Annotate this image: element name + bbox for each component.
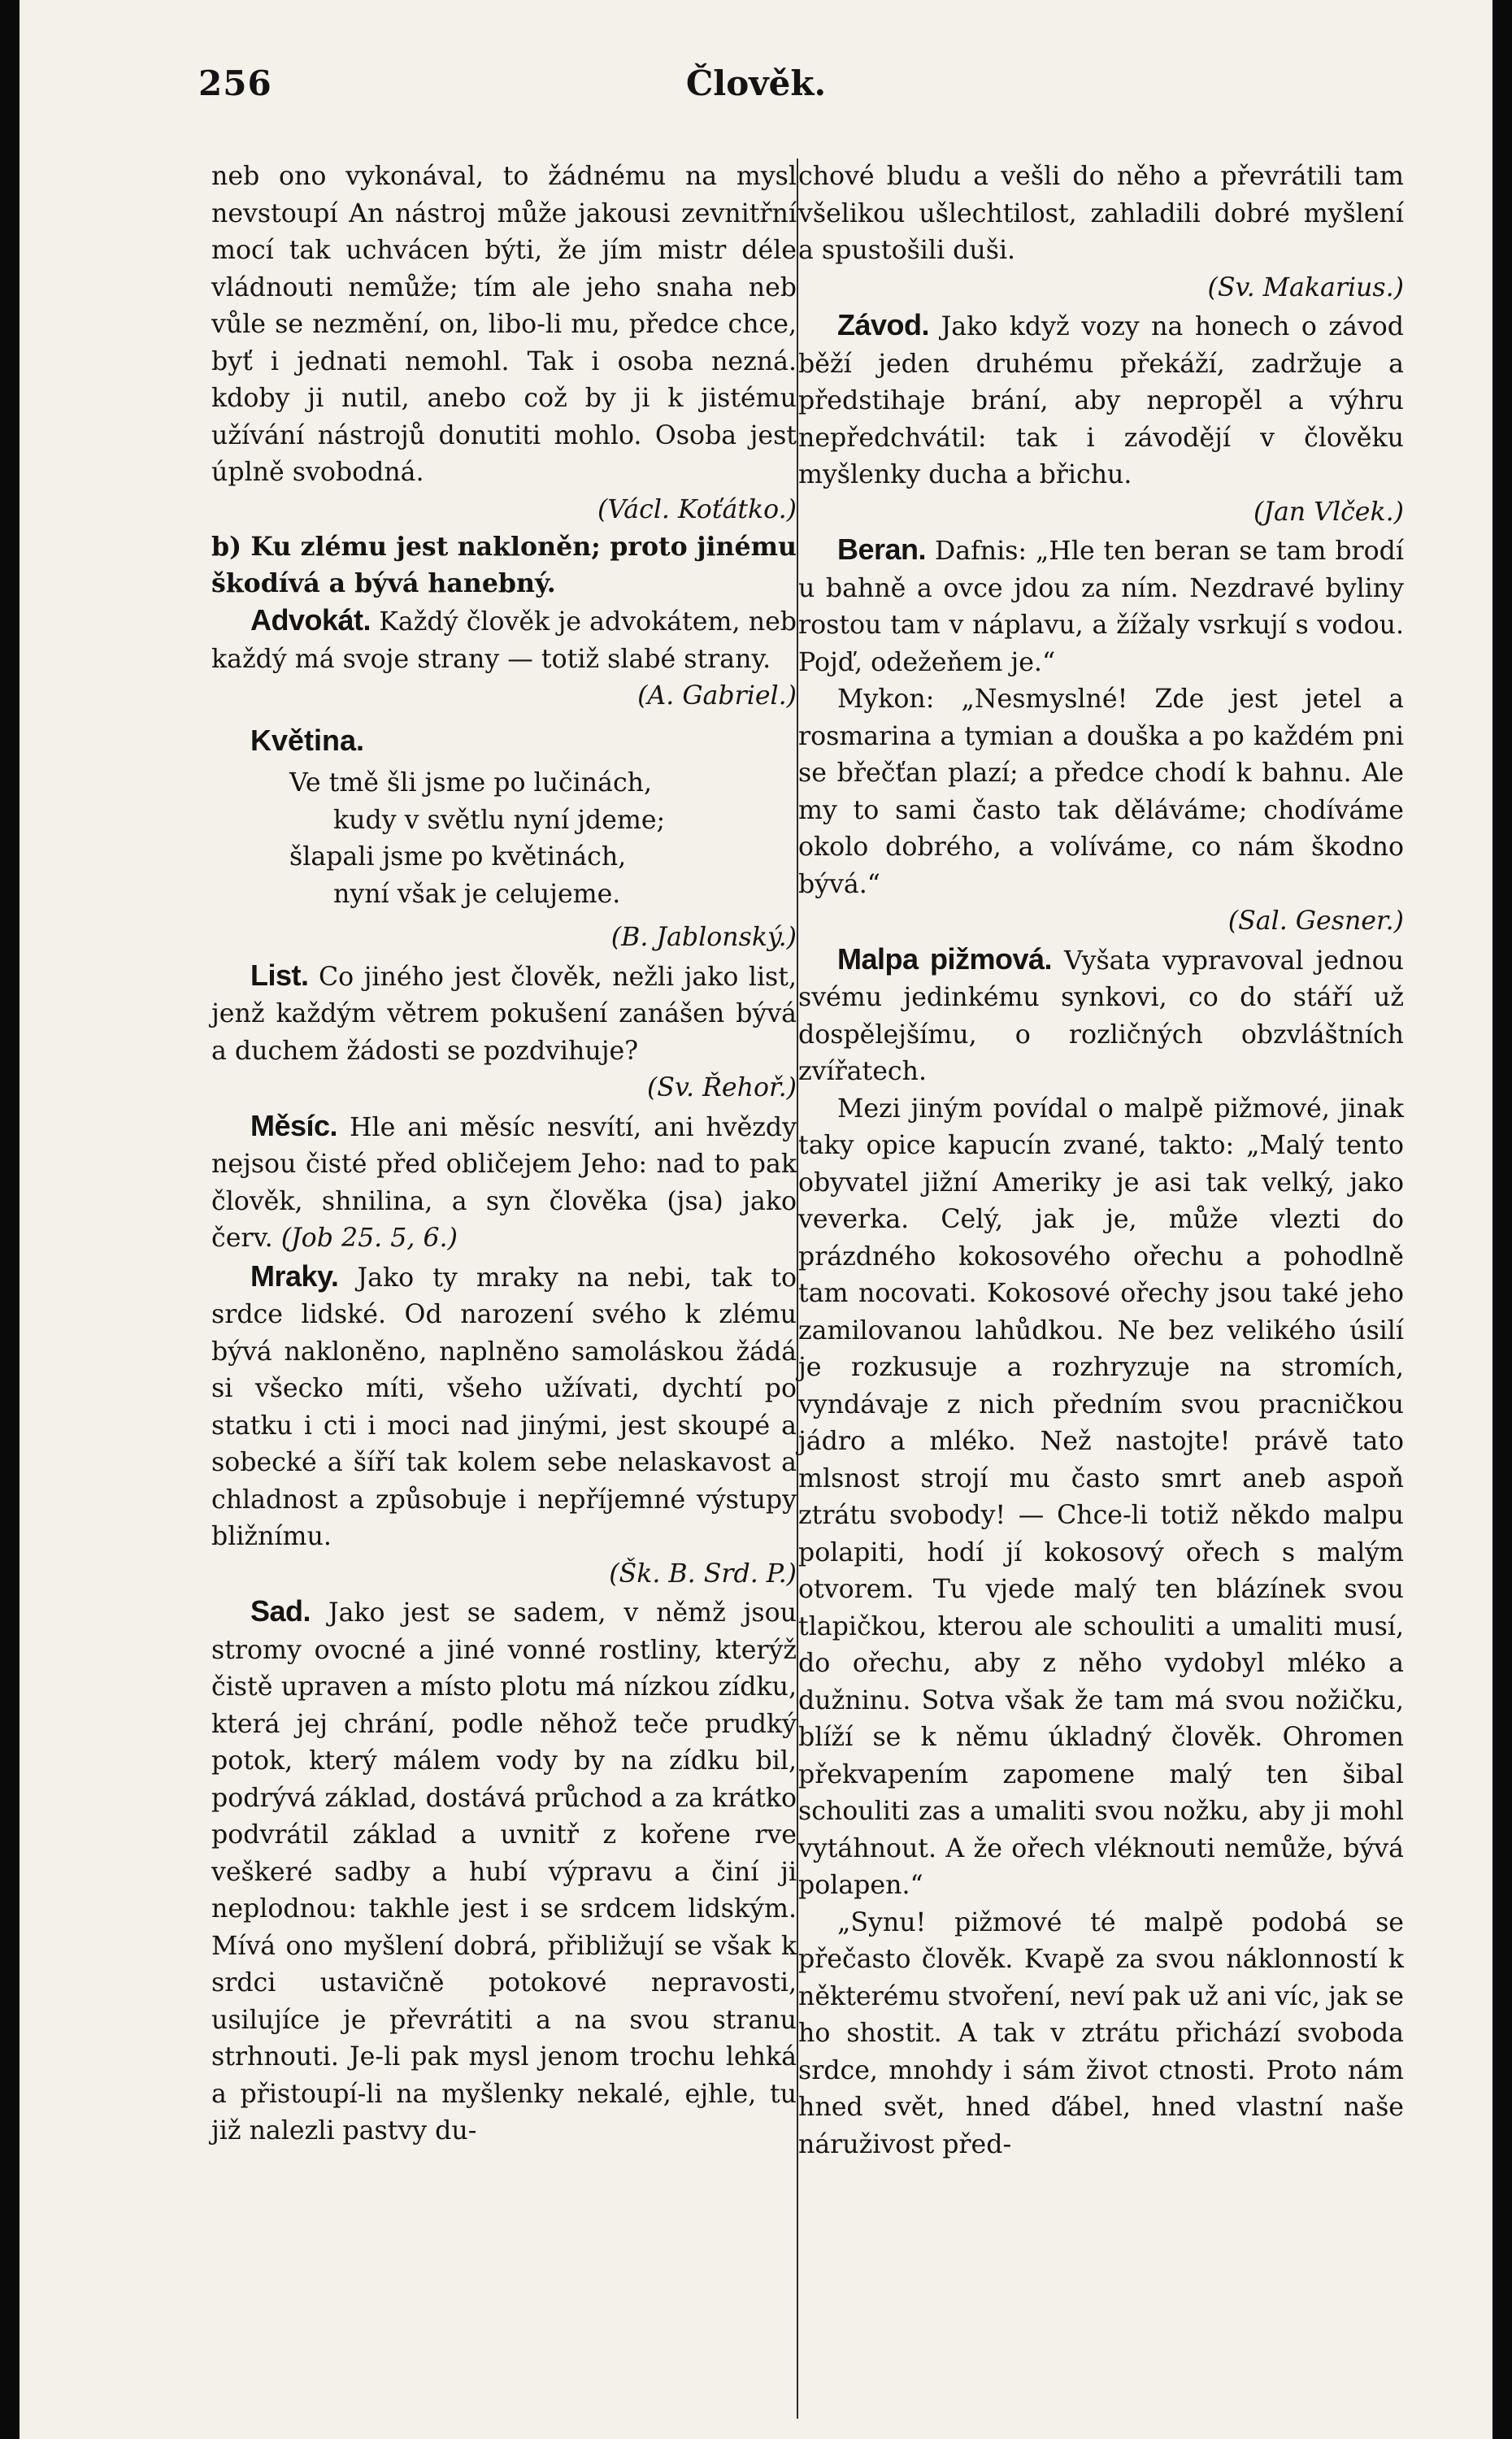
- entry-mraky: [211, 1258, 797, 1556]
- paragraph: „Synu! pižmové té malpě podobá se přečasto člověk. Kvapě za svou náklonností k některému stvoření, neví pak už ani víc, jak se ho shostit. A tak v ztrátu přichází svoboda srdce, mnohdy i sám život ctnosti. Proto nám hned svět, hned ďábel, hned vlastní naše náruživost před-: [798, 1907, 1404, 2159]
- entry-text: Vyšata vypravoval jednou svému jedinkému synkovi, co do stáří už dospělejšímu, o rozličných obzvláštních zvířatech.: [798, 946, 1405, 1086]
- entry-beran: [798, 531, 1404, 681]
- entry-keyword-kvetina: Květina.: [250, 723, 365, 757]
- poem-line: kudy v světlu nyní jdeme;: [333, 805, 666, 835]
- running-head: Člověk.: [685, 63, 827, 103]
- paragraph: Mezi jiným povídal o malpě pižmové, jinak taky opice kapucín zvané, takto: „Malý tento obyvatel jižní Ameriky je asi tak velký, jako veverka. Celý, jak je, může vlezti do prázdného kokosového ořechu a pohodlně tam nocovati. Kokosové ořechy jsou také jeho zamilovanou lahůdkou. Ne bez velikého úsilí je rozkusuje a rozhryzuje na stromích, vyndávaje z nich předním svou pracničkou jádro a mléko. Než nastojte! právě tato mlsnost strojí mu často smrt aneb aspoň ztrátu svobody! — Chce-li totiž někdo malpu polapiti, hodí jí kokosový ořech s malým otvorem. Tu vjede malý ten blázínek svou tlapičkou, kterou ale schouliti a umaliti musí, do ořechu, aby z něho vydobyl mléko a dužninu. Sotva však že tam má svou nožičku, blíží se k němu úkladný člověk. Ohromen překvapením zapomene malý ten šibal schouliti zas a umaliti svou nožku, aby ji mohl vytáhnout. A že ořech vléknouti nemůže, bývá polapen.“: [798, 1093, 1404, 1900]
- page-header: [20, 63, 1492, 112]
- entry-text: Jako jest se sadem, v němž jsou stromy ovocné a jiné vonné rostliny, kterýž čistě upraven a místo plotu má nízkou zídku, která jej chrání, podle něhož teče prudký potok, který málem vody by na zídku bil, podrývá základ, dostává průchod a za krátko podvrátil základ a uvnitř z kořene rve veškeré sadby a hubí výpravu a činí ji neplodnou: takhle jest i se srdcem lidským. Mívá ono myšlení dobrá, přibližují se však k srdci ustavičně potokové nepravosti, usilujíce je převrátiti a na svou stranu strhnouti. Je-li pak mysl jenom trochu lehká a přistoupí-li na myšlenky nekalé, ejhle, tu již nalezli pastvy du-: [211, 1598, 797, 2146]
- page-number: 256: [198, 63, 272, 103]
- left-column: [211, 159, 797, 2150]
- entry-text: Hle ani měsíc nesvítí, ani hvězdy nejsou čisté před obličejem Jeho: nad to pak člověk, shnilina, a syn člověka (jsa) jako červ.: [211, 1112, 797, 1253]
- source-citation: (Václ. Koťátko.): [597, 494, 797, 524]
- paragraph-continuation: neb ono vykonával, to žádnému na mysl nevstoupí An nástroj může jakousi zevnitřní mocí tak uchvácen býti, že jím mistr déle vládnouti nemůže; tím ale jeho snaha neb vůle se nezmění, on, libo-li mu, předce chce, byť i jednati nemohl. Tak i osoba nezná. kdoby ji nutil, anebo což by ji k jistému užívání nástrojů donutiti mohlo. Osoba jest úplně svobodná.: [211, 162, 797, 487]
- entry-zavod: [798, 307, 1404, 494]
- section-subheading: b) Ku zlému jest nakloněn; proto jinému škodívá a bývá hanebný.: [211, 532, 797, 598]
- poem-line: Ve tmě šli jsme po lučinách,: [289, 768, 653, 798]
- poem-line: šlapali jsme po květinách,: [289, 842, 627, 872]
- source-citation: (Job 25. 5, 6.): [280, 1224, 458, 1253]
- entry-mesic: [211, 1107, 797, 1258]
- entry-keyword: List.: [250, 958, 309, 992]
- entry-sad: [211, 1593, 797, 2150]
- entry-text: Jako když vozy na honech o závod běží jeden druhému překáží, zadržuje a předstihaje brání, aby nepropěl a výhru nepředchvátil: tak i závodějí v člověku myšlenky ducha a břichu.: [798, 312, 1404, 489]
- entry-keyword: Mraky.: [250, 1259, 339, 1293]
- entry-keyword: Sad.: [250, 1594, 311, 1628]
- entry-text: Dafnis: „Hle ten beran se tam brodí u bahně a ovce jdou za ním. Nezdravé byliny rostou tam v náplavu, a žížaly vsrkují s vodou. Pojď, odežeňem je.“: [798, 537, 1404, 677]
- entry-text: Jako ty mraky na nebi, tak to srdce lidské. Od narození svého k zlému bývá nakloněno, naplněno samoláskou žádá si všecko míti, všeho užívati, dychtí po statku i cti i moci nad jinými, jest skoupé a sobecké a šíří tak kolem sebe nelaskavost a chladnost a způsobuje i nepříjemné výstupy bližnímu.: [211, 1263, 797, 1551]
- book-page: [20, 0, 1492, 2439]
- poem: [211, 765, 797, 913]
- source-citation: (Sv. Řehoř.): [646, 1073, 797, 1102]
- entry-advokat: [211, 602, 797, 678]
- paragraph-continuation: chové bludu a vešli do něho a převrátili tam všelikou ušlechtilost, zahladili dobré myšlení a spustošili duši.: [798, 162, 1404, 265]
- source-citation: (B. Jablonský.): [610, 923, 797, 952]
- entry-text: Co jiného jest člověk, nežli jako list, jenž každým větrem pokušení zanášen bývá a duchem žádosti se pozdvihuje?: [211, 962, 797, 1066]
- entry-keyword: Měsíc.: [250, 1108, 338, 1142]
- entry-keyword: Závod.: [837, 308, 930, 341]
- right-column: [798, 159, 1404, 2163]
- entry-keyword: Malpa pižmová.: [837, 941, 1053, 976]
- poem-line: nyní však je celujeme.: [333, 879, 621, 909]
- source-citation: (Sv. Makarius.): [1207, 272, 1404, 302]
- entry-malpa: [798, 941, 1404, 1091]
- entry-keyword: Advokát.: [250, 603, 371, 637]
- source-citation: (Šk. B. Srd. P.): [609, 1559, 797, 1589]
- entry-text: Každý člověk je advokátem, neb každý má svoje strany — totiž slabé strany.: [211, 607, 797, 674]
- entry-keyword: Beran.: [837, 533, 927, 566]
- dialogue-mykon: Mykon: „Nesmyslné! Zde jest jetel a rosmarina a tymian a douška a po každém pni se břečťan plazí; a předce chodí k bahnu. Ale my to sami často tak děláváme; chodíváme okolo dobrého, a volíváme, co nám škodno bývá.“: [798, 685, 1404, 899]
- source-citation: (Sal. Gesner.): [1227, 906, 1404, 936]
- source-citation: (Jan Vlček.): [1253, 497, 1404, 527]
- source-citation: (A. Gabriel.): [637, 681, 797, 711]
- entry-list: [211, 957, 797, 1071]
